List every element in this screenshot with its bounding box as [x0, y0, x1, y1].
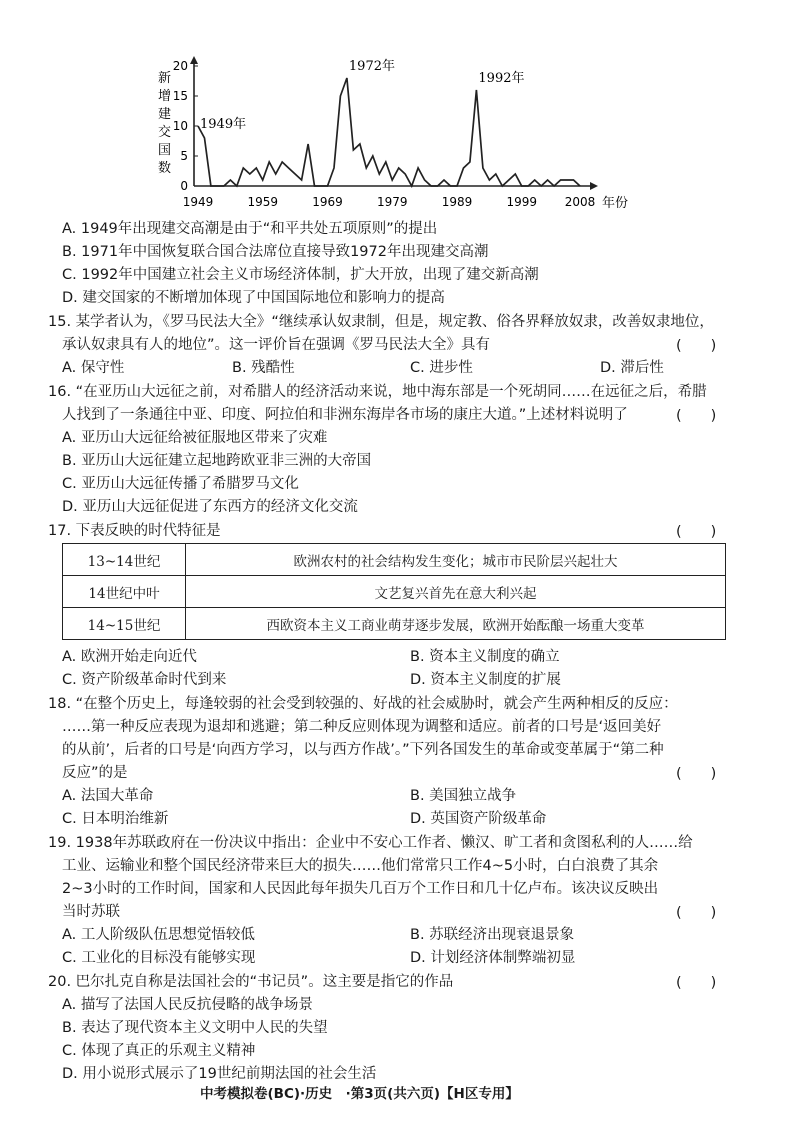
chart-svg — [150, 52, 670, 222]
diplomatic-relations-chart — [150, 52, 670, 222]
table-row — [63, 608, 726, 640]
q17-option-c[interactable]: C. 资产阶级革命时代到来 — [62, 672, 227, 688]
x-tick-label: 2008 — [564, 195, 596, 209]
q16-stem-line1: 16. “在亚历山大远征之前，对希腊人的经济活动来说，地中海东部是一个死胡同……在远征之后，希腊 — [48, 384, 707, 400]
q16-option-a[interactable]: A. 亚历山大远征给被征服地区带来了灾难 — [62, 430, 328, 446]
x-tick-label: 1959 — [247, 195, 279, 209]
table-cell-desc: 欧洲农村的社会结构发生变化；城市市民阶层兴起壮大 — [186, 544, 726, 576]
q18-stem-line1: 18. “在整个历史上，每逢较弱的社会受到较强的、好战的社会威胁时，就会产生两种相反的反应： — [48, 696, 678, 712]
q17-table — [62, 543, 726, 640]
q20-option-b[interactable]: B. 表达了现代资本主义文明中人民的失望 — [62, 1020, 328, 1036]
q19-stem-line4: 当时苏联 — [62, 904, 120, 920]
q18-option-a[interactable]: A. 法国大革命 — [62, 788, 154, 804]
q20-answer-blank[interactable]: ( ) — [676, 975, 717, 991]
q16-option-b[interactable]: B. 亚历山大远征建立起地跨欧亚非三洲的大帝国 — [62, 453, 372, 469]
y-axis-label-char: 建 — [158, 107, 172, 122]
y-tick-label: 10 — [172, 119, 188, 133]
x-tick-label: 1969 — [312, 195, 343, 209]
q17-option-b[interactable]: B. 资本主义制度的确立 — [410, 649, 560, 665]
q15-stem-line1: 15. 某学者认为，《罗马民法大全》“继续承认奴隶制，但是，规定教、俗各界释放奴隶，改善奴隶地位， — [48, 314, 714, 330]
q15-option-c[interactable]: C. 进步性 — [410, 360, 473, 376]
page-footer: 中考模拟卷(BC)·历史 ·第3页(共六页)【H区专用】 — [200, 1086, 519, 1102]
y-axis-label-char: 数 — [158, 161, 172, 176]
table-cell-desc: 西欧资本主义工商业萌芽逐步发展，欧洲开始酝酿一场重大变革 — [186, 608, 726, 640]
q20-option-a[interactable]: A. 描写了法国人民反抗侵略的战争场景 — [62, 997, 313, 1013]
annotation-label: 1949年 — [200, 117, 247, 132]
q18-option-d[interactable]: D. 英国资产阶级革命 — [410, 811, 547, 827]
y-tick-label: 5 — [180, 149, 188, 163]
table-row — [63, 544, 726, 576]
q15-option-b[interactable]: B. 残酷性 — [232, 360, 295, 376]
table-cell-period: 14世纪中叶 — [63, 576, 186, 608]
q15-stem-line2: 承认奴隶具有人的地位”。这一评价旨在强调《罗马民法大全》具有 — [62, 337, 491, 353]
chart-ylabel — [158, 71, 171, 176]
chart-xticks — [183, 195, 596, 209]
table-cell-period: 14~15世纪 — [63, 608, 186, 640]
q15-option-a[interactable]: A. 保守性 — [62, 360, 125, 376]
table-cell-desc: 文艺复兴首先在意大利兴起 — [186, 576, 726, 608]
x-tick-label: 1989 — [441, 195, 473, 209]
q16-option-d[interactable]: D. 亚历山大远征促进了东西方的经济文化交流 — [62, 499, 358, 515]
q18-stem-line2: ……第一种反应表现为退却和逃避；第二种反应则体现为调整和适应。前者的口号是‘返回美好 — [62, 719, 662, 735]
q17-option-d[interactable]: D. 资本主义制度的扩展 — [410, 672, 561, 688]
table-row — [63, 576, 726, 608]
q14-option-d[interactable]: D. 建交国家的不断增加体现了中国国际地位和影响力的提高 — [62, 290, 445, 306]
y-tick-label: 15 — [172, 89, 188, 103]
q16-option-c[interactable]: C. 亚历山大远征传播了希腊罗马文化 — [62, 476, 299, 492]
y-axis-label-char: 增 — [158, 89, 172, 104]
q20-option-c[interactable]: C. 体现了真正的乐观主义精神 — [62, 1043, 256, 1059]
q19-stem-line3: 2~3小时的工作时间，国家和人民因此每年损失几百万个工作日和几十亿卢布。该决议反映出 — [62, 881, 659, 897]
q16-answer-blank[interactable]: ( ) — [676, 408, 717, 424]
x-axis-label: 年份 — [602, 196, 629, 211]
y-axis-arrow — [190, 56, 198, 64]
q19-option-b[interactable]: B. 苏联经济出现衰退景象 — [410, 927, 575, 943]
q17-answer-blank[interactable]: ( ) — [676, 524, 717, 540]
q18-stem-line4: 反应”的是 — [62, 765, 128, 781]
q14-option-b[interactable]: B. 1971年中国恢复联合国合法席位直接导致1972年出现建交高潮 — [62, 244, 489, 260]
y-tick-label: 0 — [180, 179, 188, 193]
q18-stem-line3: 的从前’，后者的口号是‘向西方学习，以与西方作战’。”下列各国发生的革命或变革属于“第二种 — [62, 742, 664, 758]
q14-option-c[interactable]: C. 1992年中国建立社会主义市场经济体制，扩大开放，出现了建交新高潮 — [62, 267, 539, 283]
y-axis-label-char: 新 — [158, 71, 172, 86]
q17-stem: 17. 下表反映的时代特征是 — [48, 523, 221, 539]
x-axis-arrow — [590, 182, 598, 190]
series-line — [198, 78, 580, 186]
q20-option-d[interactable]: D. 用小说形式展示了19世纪前期法国的社会生活 — [62, 1066, 377, 1082]
q18-option-c[interactable]: C. 日本明治维新 — [62, 811, 169, 827]
q14-option-a[interactable]: A. 1949年出现建交高潮是由于“和平共处五项原则”的提出 — [62, 221, 438, 237]
q17-option-a[interactable]: A. 欧洲开始走向近代 — [62, 649, 197, 665]
annotation-label: 1992年 — [478, 71, 525, 86]
y-axis-label-char: 交 — [158, 125, 172, 140]
table-cell-period: 13~14世纪 — [63, 544, 186, 576]
q19-answer-blank[interactable]: ( ) — [676, 905, 717, 921]
x-tick-label: 1949 — [182, 195, 214, 209]
q18-option-b[interactable]: B. 美国独立战争 — [410, 788, 517, 804]
q15-answer-blank[interactable]: ( ) — [676, 338, 717, 354]
q19-option-d[interactable]: D. 计划经济体制弊端初显 — [410, 950, 576, 966]
y-axis-label-char: 国 — [158, 143, 172, 158]
q19-stem-line1: 19. 1938年苏联政府在一份决议中指出：企业中不安心工作者、懒汉、旷工者和贪图私利的人……给 — [48, 835, 693, 851]
q19-option-a[interactable]: A. 工人阶级队伍思想觉悟较低 — [62, 927, 255, 943]
q20-stem: 20. 巴尔扎克自称是法国社会的“书记员”。这主要是指它的作品 — [48, 974, 454, 990]
x-tick-label: 1979 — [376, 195, 408, 209]
q16-stem-line2: 人找到了一条通往中亚、印度、阿拉伯和非洲东海岸各市场的康庄大道。”上述材料说明了 — [62, 407, 628, 423]
q19-option-c[interactable]: C. 工业化的目标没有能够实现 — [62, 950, 256, 966]
annotation-label: 1972年 — [348, 59, 396, 74]
q19-stem-line2: 工业、运输业和整个国民经济带来巨大的损失……他们常常只工作4~5小时，白白浪费了其余 — [62, 858, 659, 874]
y-tick-label: 20 — [172, 59, 188, 73]
q15-option-d[interactable]: D. 滞后性 — [600, 360, 664, 376]
q18-answer-blank[interactable]: ( ) — [676, 766, 717, 782]
x-tick-label: 1999 — [506, 195, 538, 209]
